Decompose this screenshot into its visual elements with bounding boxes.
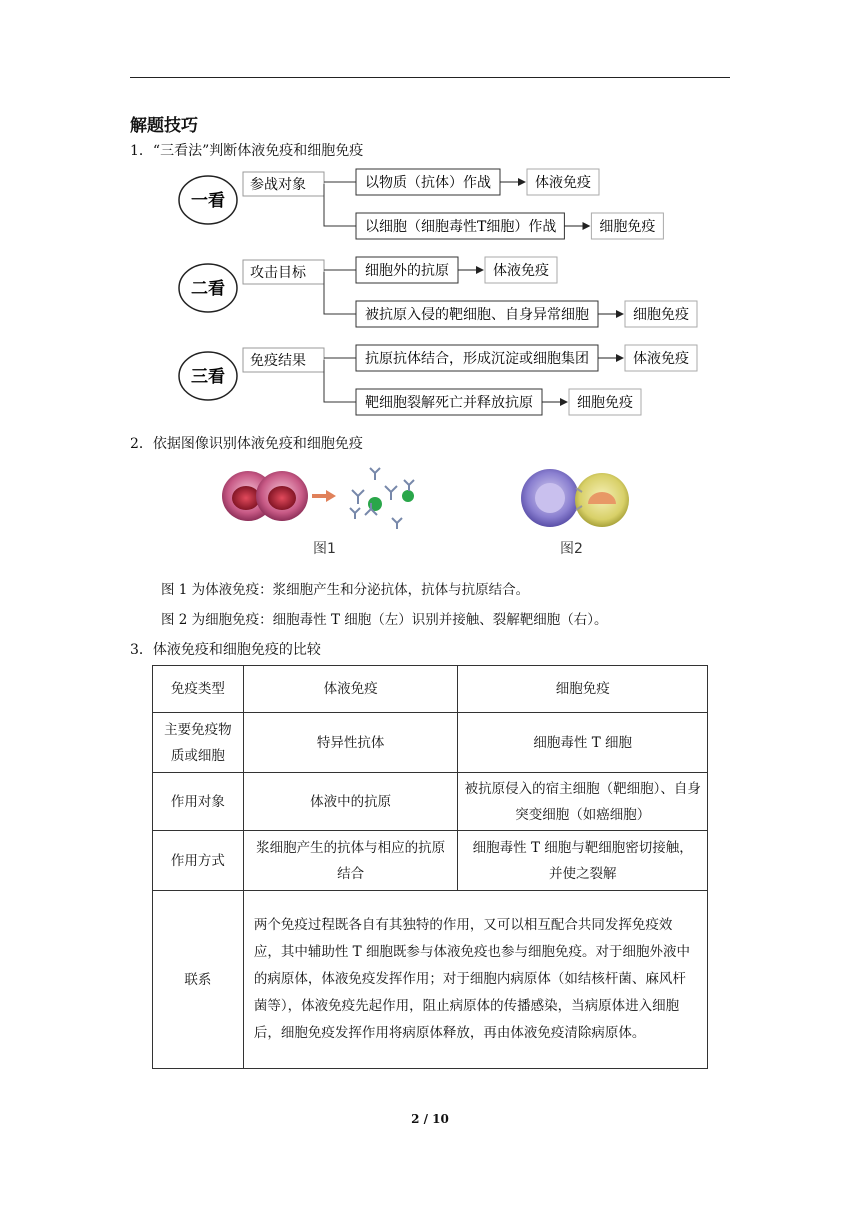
bracket-line bbox=[324, 270, 356, 314]
table-cell: 细胞毒性 T 细胞 bbox=[458, 713, 708, 773]
bracket-line bbox=[324, 182, 356, 226]
bracket-line bbox=[324, 358, 356, 402]
look-group bbox=[179, 257, 697, 327]
condition-label: 靶细胞裂解死亡并释放抗原 bbox=[365, 395, 533, 411]
condition-label: 以物质（抗体）作战 bbox=[365, 175, 491, 191]
look-label: 三看 bbox=[191, 367, 225, 387]
fig2-cellular-immunity-image bbox=[518, 460, 638, 535]
table-header-row bbox=[153, 666, 708, 713]
result-label: 体液免疫 bbox=[535, 175, 591, 191]
heading-figures: 2．依据图像识别体液免疫和细胞免疫 bbox=[130, 436, 363, 452]
table-cell: 联系 bbox=[153, 891, 244, 1069]
criterion-label: 攻击目标 bbox=[250, 265, 306, 281]
table-cell: 被抗原侵入的宿主细胞（靶细胞）、自身突变细胞（如癌细胞） bbox=[458, 773, 708, 831]
table-header-cell: 免疫类型 bbox=[153, 666, 244, 713]
table-header-cell: 细胞免疫 bbox=[458, 666, 708, 713]
fig2-description: 图 2 为细胞免疫：细胞毒性 T 细胞（左）识别并接触、裂解靶细胞（右）。 bbox=[161, 612, 608, 628]
heading-three-looks: 1．“三看法”判断体液免疫和细胞免疫 bbox=[130, 143, 364, 159]
result-label: 细胞免疫 bbox=[633, 307, 689, 323]
look-label: 二看 bbox=[191, 279, 225, 299]
condition-label: 细胞外的抗原 bbox=[365, 263, 449, 279]
result-label: 细胞免疫 bbox=[599, 219, 656, 235]
table-cell: 特异性抗体 bbox=[243, 713, 458, 773]
condition-label: 抗原抗体结合，形成沉淀或细胞集团 bbox=[365, 351, 589, 367]
table-cell: 作用对象 bbox=[153, 773, 244, 831]
relation-text: 两个免疫过程既各自有其独特的作用，又可以相互配合共同发挥免疫效应，其中辅助性 T 细胞既参与体液免疫也参与细胞免疫。对于细胞外液中的病原体，体液免疫发挥作用；对于细胞内病原体（如结核杆菌、麻风杆菌等），体液免疫先起作用，阻止病原体的传播感染，当病原体进入细胞后，细胞免疫发挥作用将病原体释放，再由体液免疫清除病原体。 bbox=[243, 891, 707, 1069]
table-header-cell: 体液免疫 bbox=[243, 666, 458, 713]
table-cell: 主要免疫物质或细胞 bbox=[153, 713, 244, 773]
comparison-table bbox=[152, 665, 708, 1069]
look-label: 一看 bbox=[191, 191, 225, 211]
condition-label: 以细胞（细胞毒性T细胞）作战 bbox=[365, 219, 557, 235]
table-row-relation bbox=[153, 891, 708, 1069]
look-group bbox=[179, 345, 697, 415]
heading-comparison: 3．体液免疫和细胞免疫的比较 bbox=[130, 642, 321, 658]
criterion-label: 免疫结果 bbox=[250, 353, 306, 369]
look-group bbox=[179, 169, 663, 239]
table-row bbox=[153, 713, 708, 773]
table-row bbox=[153, 773, 708, 831]
fig2-caption: 图2 bbox=[560, 541, 583, 557]
table-cell: 细胞毒性 T 细胞与靶细胞密切接触，并使之裂解 bbox=[458, 831, 708, 891]
table-row bbox=[153, 831, 708, 891]
three-looks-diagram bbox=[0, 0, 860, 430]
fig1-humoral-immunity-image bbox=[220, 460, 420, 535]
fig1-caption: 图1 bbox=[313, 541, 336, 557]
result-label: 细胞免疫 bbox=[577, 395, 633, 411]
fig1-description: 图 1 为体液免疫：浆细胞产生和分泌抗体，抗体与抗原结合。 bbox=[161, 582, 530, 598]
table-cell: 体液中的抗原 bbox=[243, 773, 458, 831]
result-label: 体液免疫 bbox=[493, 263, 549, 279]
result-label: 体液免疫 bbox=[633, 351, 689, 367]
table-cell: 浆细胞产生的抗体与相应的抗原结合 bbox=[243, 831, 458, 891]
section-title: 解题技巧 bbox=[130, 116, 198, 136]
criterion-label: 参战对象 bbox=[250, 177, 306, 193]
table-cell: 作用方式 bbox=[153, 831, 244, 891]
page-number: 2 / 10 bbox=[411, 1112, 449, 1126]
condition-label: 被抗原入侵的靶细胞、自身异常细胞 bbox=[365, 307, 589, 323]
